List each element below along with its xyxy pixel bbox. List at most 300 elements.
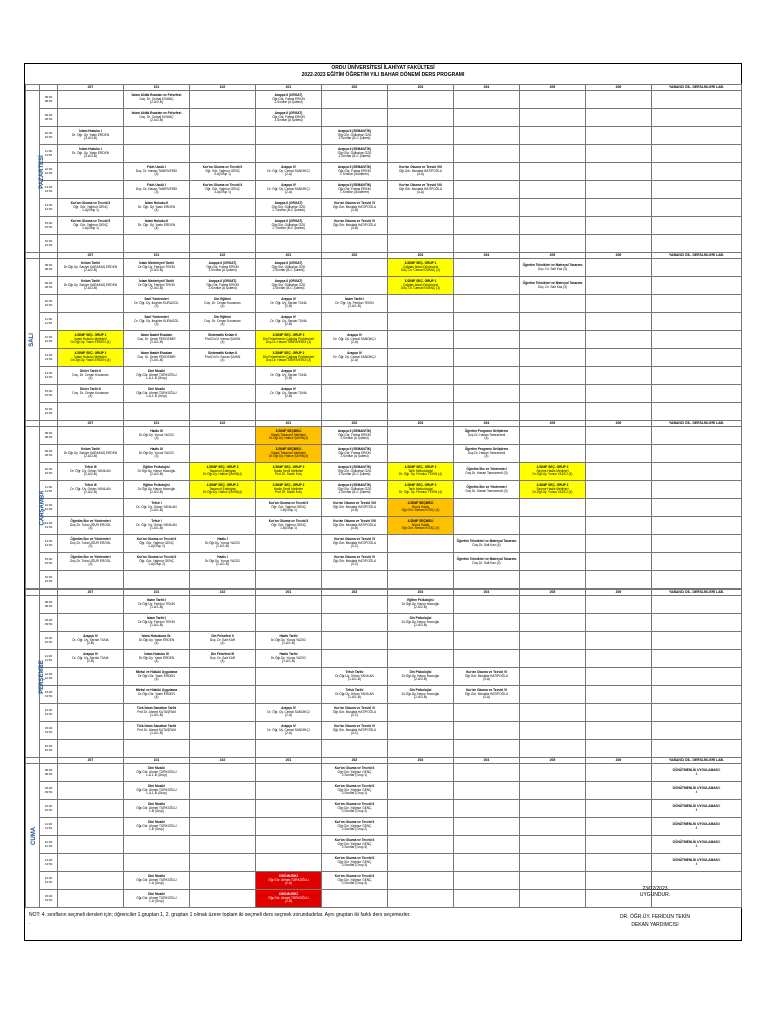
table-row	[26, 145, 742, 163]
schedule-cell	[520, 553, 586, 571]
instructor-name: Dr.Öğr.Üy. Saniye KARAKAŞ ERDEN	[63, 264, 118, 269]
class-group: (4-A)	[416, 172, 425, 177]
schedule-cell	[58, 91, 124, 109]
room-header: YABANCI DİL. DERSLİKLERİ LAB.	[652, 590, 742, 596]
schedule-cell	[520, 764, 586, 782]
class-group: 1.Sınıflar (B-C Şubesi)	[338, 490, 371, 495]
instructor-name: Öğr.Gör. Gülbahar ÖZÜ	[271, 282, 306, 287]
schedule-cell	[322, 403, 388, 421]
instructor-name: Nüzul Hadis	[411, 504, 430, 509]
time-slot: 12:00 12:50	[40, 331, 58, 349]
schedule-cell	[256, 872, 322, 890]
schedule-cell	[454, 109, 520, 127]
schedule-cell	[388, 764, 454, 782]
schedule-cell	[652, 199, 742, 217]
instructor-name: 4	[695, 807, 698, 812]
instructor-name: Prof.Dr.Dr. Kenan ŞAHİN	[204, 336, 241, 341]
instructor-name: 4	[695, 843, 698, 848]
instructor-name: Doç. Dr. Hasan TANRIVERDİ	[135, 168, 178, 173]
table-row	[26, 445, 742, 463]
schedule-cell	[586, 686, 652, 704]
course-name: Kur'an Okuma ve Tecvid II	[334, 837, 375, 842]
schedule-cell	[322, 445, 388, 463]
schedule-cell	[322, 632, 388, 650]
schedule-cell	[652, 650, 742, 668]
room-header: YABANCI DİL. DERSLİKLERİ LAB.	[652, 758, 742, 764]
class-group: 1-A(Grup 1)	[82, 226, 99, 231]
course-name: Kur'an Okuma ve Tecvid II	[334, 819, 375, 824]
schedule-cell	[256, 782, 322, 800]
schedule-cell	[322, 91, 388, 109]
schedule-cell	[58, 854, 124, 872]
instructor-name: Dr. Öğr. Üy. Serdar TUNA	[270, 318, 307, 323]
instructor-name: Öğr.Gör. Ahmet TÜRKOĞLU	[136, 769, 177, 774]
course-name: Dini Musiki	[148, 819, 165, 824]
schedule-cell	[586, 235, 652, 253]
instructor-name: Dr. Öğr. Üy. Cemal SANDIKÇI	[267, 168, 310, 173]
instructor-name: Öğr.Gör. Mustafa HATİPOĞLU	[464, 691, 509, 696]
class-group: (3)	[154, 436, 159, 441]
day-name: PAZARTESİ	[38, 154, 45, 189]
schedule-cell	[190, 517, 256, 535]
course-name: Kur'an Okuma ve Tecvid II	[202, 182, 243, 187]
class-group: (4)	[220, 358, 225, 363]
class-group: (3-A)	[482, 695, 491, 700]
schedule-cell	[388, 277, 454, 295]
instructor-name: Öğr.Gör. Mustafa HATİPOĞLU	[332, 522, 377, 527]
schedule-cell	[586, 571, 652, 589]
table-row	[26, 163, 742, 181]
schedule-cell	[454, 349, 520, 367]
schedule-cell	[322, 854, 388, 872]
instructor-name: Öğr.Gör. Yağmur GENÇ	[337, 841, 372, 846]
class-group: 1-A,1-B (Grup)	[146, 376, 167, 381]
schedule-cell	[58, 596, 124, 614]
instructor-name: Dr. Öğr. Üy. Yasin ERDEN	[71, 132, 110, 137]
schedule-cell	[388, 367, 454, 385]
schedule-cell	[586, 445, 652, 463]
schedule-cell	[454, 181, 520, 199]
table-row	[26, 632, 742, 650]
class-group: 1-A,1-B (Grup)	[146, 791, 167, 796]
room-header: 201	[256, 253, 322, 259]
schedule-cell	[652, 277, 742, 295]
instructor-name: Dr.Öğr.Üy. Orhan YANILAN	[335, 691, 374, 696]
course-name: Arapça IV	[281, 368, 296, 373]
schedule-cell	[124, 722, 190, 740]
schedule-cell	[520, 818, 586, 836]
course-name: Dinler Tarihi II	[79, 386, 102, 391]
instructor-name: Öğr.Gör. Yağmur GENÇ	[337, 823, 372, 828]
course-name: Tefsir III	[84, 464, 97, 469]
course-name: 3.SINIF SEÇ. GRUP 1	[404, 260, 437, 265]
course-name: Öğretim İlke ve Yöntemleri	[466, 466, 507, 471]
class-group: 2.Sınıflar (Grup 2)	[341, 809, 368, 814]
schedule-cell	[586, 181, 652, 199]
course-name: İslam Ahlâk Esasları ve Felsefesi	[131, 92, 182, 97]
class-group: (3)	[88, 544, 93, 549]
schedule-cell	[652, 481, 742, 499]
schedule-cell	[322, 872, 388, 890]
class-group: 1.Sınıflar (B-C Şubesi)	[272, 286, 305, 291]
schedule-cell	[322, 764, 388, 782]
room-header: 203	[388, 253, 454, 259]
instructor-name: Doç.Dr. Sait Kaz (4)	[472, 560, 501, 565]
schedule-cell	[58, 764, 124, 782]
schedule-cell	[388, 872, 454, 890]
room-header: 102	[190, 253, 256, 259]
schedule-cell	[58, 445, 124, 463]
day-name: ÇARŞAMBA	[39, 490, 46, 525]
schedule-cell	[454, 91, 520, 109]
course-name: Öğretim Teknikleri ve Materyal Tasarımı	[522, 262, 583, 267]
class-group: (4)	[88, 394, 93, 399]
room-header: 102	[190, 421, 256, 427]
schedule-cell	[520, 349, 586, 367]
schedule-cell	[454, 596, 520, 614]
class-group: Dr. Öğr. Üy. Feridun TEKİN (4)	[398, 490, 443, 495]
time-slot: 14:00 14:50	[40, 367, 58, 385]
schedule-cell	[388, 385, 454, 403]
course-name: Arapça II (SEMANTİK)	[337, 482, 372, 487]
instructor-name: Çağdaş İslam Düşüncesi	[402, 264, 439, 269]
class-group: (1-A/1-B)	[150, 508, 163, 513]
room-header: YABANCI DİL. DERSLİKLERİ LAB.	[652, 421, 742, 427]
class-group: (1-A/1-B)	[150, 358, 163, 363]
schedule-cell	[256, 740, 322, 758]
instructor-name: Doç. Dr. Cenan Kocaman	[72, 390, 109, 395]
day-label	[26, 427, 46, 589]
class-group: 2.Sınıflar (Grup 1)	[341, 791, 368, 796]
class-group: (2-B)	[284, 899, 293, 904]
course-name: 4.SINIF SEÇ. GRUP 2	[536, 464, 569, 469]
instructor-name: Dr.Öğr.Üy. Saniye KARAKAŞ ERDEN	[63, 450, 118, 455]
instructor-name: Doç.Dr. Hasan Tamraverdi (3)	[465, 488, 508, 493]
schedule-cell	[652, 818, 742, 836]
course-name: Dini Musiki	[148, 783, 165, 788]
room-header: 205	[520, 421, 586, 427]
instructor-name: Dr. Öğr. Üy. Orhan YANILAN	[136, 504, 177, 509]
class-group: 1-A(Grup 2)	[148, 562, 165, 567]
time-slot: 13:00 13:50	[40, 181, 58, 199]
instructor-name: 4	[695, 825, 698, 830]
course-name: Eğitim Psikolojisi	[143, 482, 170, 487]
schedule-cell	[322, 385, 388, 403]
course-name: İslam Hukuku I	[79, 128, 102, 133]
schedule-cell	[388, 836, 454, 854]
schedule-cell	[322, 109, 388, 127]
schedule-cell	[322, 145, 388, 163]
schedule-cell	[124, 517, 190, 535]
schedule-cell	[652, 764, 742, 782]
instructor-name: Öğr.Gör. Yağmur GENÇ	[337, 859, 372, 864]
class-group: 1.Sınıflar (B-C Şubesi)	[272, 268, 305, 273]
schedule-cell	[124, 686, 190, 704]
course-name: Arapça II (SEMANTİK)	[337, 182, 372, 187]
course-name: Dinler Tarihi II	[79, 368, 102, 373]
instructor-name: Dr. Öğr. Üy. İbrahim KURAGÖL	[134, 318, 179, 323]
instructor-name: Dr.Öğr.Üy. Harun Hacıoğlu	[137, 486, 176, 491]
table-row	[26, 836, 742, 854]
schedule-cell	[454, 890, 520, 908]
table-row	[26, 331, 742, 349]
time-slot: 15:00 15:50	[40, 385, 58, 403]
schedule-cell	[58, 145, 124, 163]
class-group: (2-A/2-B)	[84, 286, 97, 291]
schedule-cell	[58, 740, 124, 758]
instructor-name: Dr. Öğr. Üy. Cemal SANDIKÇI	[333, 336, 376, 341]
table-row	[26, 782, 742, 800]
class-group: (1-A/1-B)	[150, 605, 163, 610]
course-name: 3.SINIF SEÇMELİ	[275, 446, 302, 451]
schedule-cell	[520, 427, 586, 445]
table-row	[26, 553, 742, 571]
schedule-cell	[322, 481, 388, 499]
course-name: DİNİ MUSİKİ	[279, 891, 298, 896]
schedule-cell	[454, 782, 520, 800]
schedule-cell	[124, 818, 190, 836]
class-group: (2-A/2-B)	[150, 118, 163, 123]
schedule-cell	[652, 614, 742, 632]
schedule-cell	[586, 199, 652, 217]
class-group: 1-A,1-B (Grup)	[146, 773, 167, 778]
instructor-name: Dr.Öğr.Üy. Feridun TEKİN	[138, 264, 175, 269]
class-group: (4)	[484, 454, 489, 459]
course-name: Kur'an Okuma ve Tecvid II	[268, 500, 309, 505]
schedule-cell	[586, 109, 652, 127]
course-name: Hadis I	[217, 554, 228, 559]
schedule-cell	[454, 764, 520, 782]
instructor-name: Dr.Öğr.Üy. Yunus YAZICI	[204, 540, 241, 545]
schedule-cell	[586, 295, 652, 313]
schedule-cell	[388, 668, 454, 686]
table-row	[26, 217, 742, 235]
class-group: (4)	[154, 677, 159, 682]
course-name: Sanf Yöntemleri	[144, 296, 169, 301]
instructor-name: Doç. Dr. Cenan Kocaman	[204, 300, 241, 305]
instructor-name: Dr. Öğr. Üy. Serdar TUNA	[270, 300, 307, 305]
schedule-cell	[388, 499, 454, 517]
schedule-cell	[454, 740, 520, 758]
time-slot: 12:00 12:50	[40, 668, 58, 686]
day-name: SALI	[28, 332, 35, 347]
schedule-cell	[652, 181, 742, 199]
schedule-cell	[256, 668, 322, 686]
room-header: 102	[190, 758, 256, 764]
room-header: 206	[586, 758, 652, 764]
instructor-name: Dr.Öğr.Üy. Feridun TEKİN	[138, 619, 175, 624]
class-group: (4)	[154, 695, 159, 700]
schedule-cell	[586, 427, 652, 445]
schedule-cell	[190, 403, 256, 421]
time-slot: 15:00 15:50	[40, 553, 58, 571]
course-name: Hadis Tarihi	[279, 651, 298, 656]
schedule-cell	[124, 217, 190, 235]
schedule-cell	[388, 704, 454, 722]
time-slot: 14:00 14:50	[40, 872, 58, 890]
schedule-cell	[454, 704, 520, 722]
course-name: Kur'an Okuma ve Tecvid VI	[466, 687, 507, 692]
schedule-cell	[520, 235, 586, 253]
course-name: İslam İbadet Esasları	[140, 332, 173, 337]
course-name: İslam Tarihi I	[146, 597, 167, 602]
instructor-name: 4	[695, 789, 698, 794]
instructor-name: Dr.Öğr.Üy. Harun Hacıoğlu	[401, 601, 440, 606]
schedule-cell	[520, 277, 586, 295]
schedule-cell	[454, 668, 520, 686]
instructor-name: Klasik Tasavvuf Metinleri	[271, 432, 306, 437]
class-group: (4)	[220, 641, 225, 646]
room-header: 205	[520, 253, 586, 259]
class-group: Öğr.Gör. Serkan KİTAÇ (4)	[401, 508, 440, 513]
room-header: 204	[454, 253, 520, 259]
schedule-cell	[520, 668, 586, 686]
instructor-name: Öğr.Gör. Gülbahar ÖZÜ	[271, 264, 306, 269]
room-header: 203	[388, 421, 454, 427]
instructor-name: Öğr. Gör. Yağmur GENÇ	[139, 558, 174, 563]
schedule-cell	[322, 163, 388, 181]
class-group: (2-A)	[350, 340, 359, 345]
schedule-cell	[520, 872, 586, 890]
course-name: Kur'an Okuma ve Tecvid II	[268, 518, 309, 523]
class-group: 1-A(Grup 2)	[148, 544, 165, 549]
course-name: Hadis Tarihi	[279, 633, 298, 638]
table-row	[26, 686, 742, 704]
schedule-cell	[322, 277, 388, 295]
course-name: İslam Hukukuna Gr.	[141, 633, 172, 638]
course-name: DÖNÜTMENLİK UYGULAMASI I	[672, 821, 721, 826]
instructor-name: Dr.Öğr.Üy. Yunus YAZICI	[270, 637, 307, 642]
schedule-cell	[190, 836, 256, 854]
class-group: (1-A/1-B)	[348, 695, 361, 700]
schedule-cell	[454, 277, 520, 295]
course-name: Arapça II (SEMANTİK)	[337, 146, 372, 151]
instructor-name: Dr. Öğr. Üy. İbrahim KURAGÖL	[134, 300, 179, 305]
instructor-name: Öğr.Gör. Yağmur GENÇ	[337, 805, 372, 810]
course-name: Tefsir I	[151, 518, 162, 523]
schedule-cell	[124, 499, 190, 517]
schedule-cell	[124, 163, 190, 181]
schedule-cell	[190, 764, 256, 782]
schedule-cell	[322, 181, 388, 199]
class-group: 1.Sınıflar (A Şubesi)	[274, 100, 303, 105]
schedule-cell	[322, 127, 388, 145]
schedule-cell	[388, 517, 454, 535]
schedule-cell	[256, 91, 322, 109]
schedule-cell	[322, 517, 388, 535]
instructor-name: Öğr.Gör. Mustafa HATİPOĞLU	[464, 673, 509, 678]
schedule-cell	[652, 740, 742, 758]
instructor-name: Din Felsefesinin Çağdaş Problemleri	[262, 354, 315, 359]
class-group: 1-A,1-B (Grup)	[146, 394, 167, 399]
schedule-cell	[454, 553, 520, 571]
instructor-name: Öğr.Gör. Gülbahar ÖZÜ	[337, 132, 372, 137]
instructor-name: Öğr.Gör. Gülbahar ÖZÜ	[337, 468, 372, 473]
time-slot: 08:00 08:50	[40, 764, 58, 782]
course-name: 4.SINIF SEÇ. GRUP 2	[404, 482, 437, 487]
class-group: 1.Sınıflar (B-C Şubesi)	[338, 472, 371, 477]
course-name: Din Eğitimi	[214, 314, 231, 319]
schedule-cell	[388, 481, 454, 499]
schedule-cell	[520, 367, 586, 385]
schedule-cell	[256, 313, 322, 331]
schedule-cell	[124, 277, 190, 295]
instructor-name: Dr.Öğr.Üy. Feridun TEKİN	[138, 601, 175, 606]
schedule-cell	[388, 800, 454, 818]
class-group: 2.Sınıflar (Grup 1)	[341, 773, 368, 778]
room-header: 204	[454, 758, 520, 764]
course-name: Arapça IV	[347, 332, 362, 337]
schedule-cell	[190, 295, 256, 313]
course-name: Kur'an Okuma ve Tecvid II	[334, 855, 375, 860]
room-header: 101	[124, 85, 190, 91]
room-header: YABANCI DİL. DERSLİKLERİ LAB.	[652, 253, 742, 259]
class-group: (3-C)	[350, 713, 359, 718]
course-name: 4.SINIF SEÇ. GRUP 2	[404, 464, 437, 469]
schedule-cell	[256, 367, 322, 385]
schedule-cell	[586, 463, 652, 481]
room-header: 205	[520, 590, 586, 596]
schedule-cell	[322, 535, 388, 553]
time-slot: 11:00 11:50	[40, 818, 58, 836]
schedule-cell	[190, 740, 256, 758]
class-group: (2-B)	[284, 304, 293, 309]
schedule-cell	[58, 872, 124, 890]
class-group: (1-A/1-B)	[150, 731, 163, 736]
schedule-cell	[586, 481, 652, 499]
instructor-name: Prof.Dr. Ahmet KUTAŞFAM	[137, 727, 176, 732]
class-group: (3-B)	[350, 226, 359, 231]
room-header: YABANCI DİL. DERSLİKLERİ LAB.	[652, 85, 742, 91]
course-name: Öğretim İlke ve Yöntemleri	[70, 518, 111, 523]
class-group: (3-C)	[350, 544, 359, 549]
instructor-name: Doç. Dr. Cemal KIVANÇ	[139, 96, 174, 101]
schedule-sheet	[24, 63, 742, 941]
course-name: Fıkıh Usulü I	[147, 164, 166, 169]
schedule-cell	[454, 872, 520, 890]
course-name: 4.SINIF SEÇMELİ	[407, 518, 434, 523]
instructor-name: Çağdaş İslam Düşüncesi	[402, 282, 439, 287]
instructor-name: Öğr. Gör. Yağmur GENÇ	[73, 204, 108, 209]
schedule-cell	[586, 614, 652, 632]
schedule-cell	[652, 596, 742, 614]
course-name: Kur'an Okuma ve Tecvid VI	[466, 669, 507, 674]
table-row	[26, 109, 742, 127]
signer-name: DR. ÖĞR.ÜY. FERİDUN TEKİN	[619, 914, 691, 920]
instructor-name: Öğr. Gör. Yağmur GENÇ	[139, 540, 174, 545]
course-name: 3.SINIF SEÇ. GRUP 2	[272, 350, 305, 355]
approval-date: 23/02/2023	[642, 886, 668, 892]
class-group: (4)	[220, 322, 225, 327]
time-slot: 16:00 16:50	[40, 571, 58, 589]
schedule-cell	[190, 181, 256, 199]
schedule-cell	[124, 782, 190, 800]
schedule-cell	[520, 614, 586, 632]
course-name: DÖNÜTMENLİK UYGULAMASI I	[672, 839, 721, 844]
schedule-cell	[454, 127, 520, 145]
course-name: İslam Hukuku I	[79, 146, 102, 151]
course-name: Sistematik Kelam II	[207, 350, 238, 355]
course-name: Kur'an Okuma ve Tecvid II	[334, 765, 375, 770]
room-header: 206	[586, 590, 652, 596]
course-name: Kur'an Okuma ve Tecvid II	[70, 200, 111, 205]
instructor-name: Dr. Öğr. Üy. Orhan YANILAN	[70, 468, 111, 473]
schedule-cell	[256, 235, 322, 253]
class-group: (4)	[220, 659, 225, 664]
schedule-cell	[322, 650, 388, 668]
table-row	[26, 367, 742, 385]
schedule-cell	[322, 349, 388, 367]
